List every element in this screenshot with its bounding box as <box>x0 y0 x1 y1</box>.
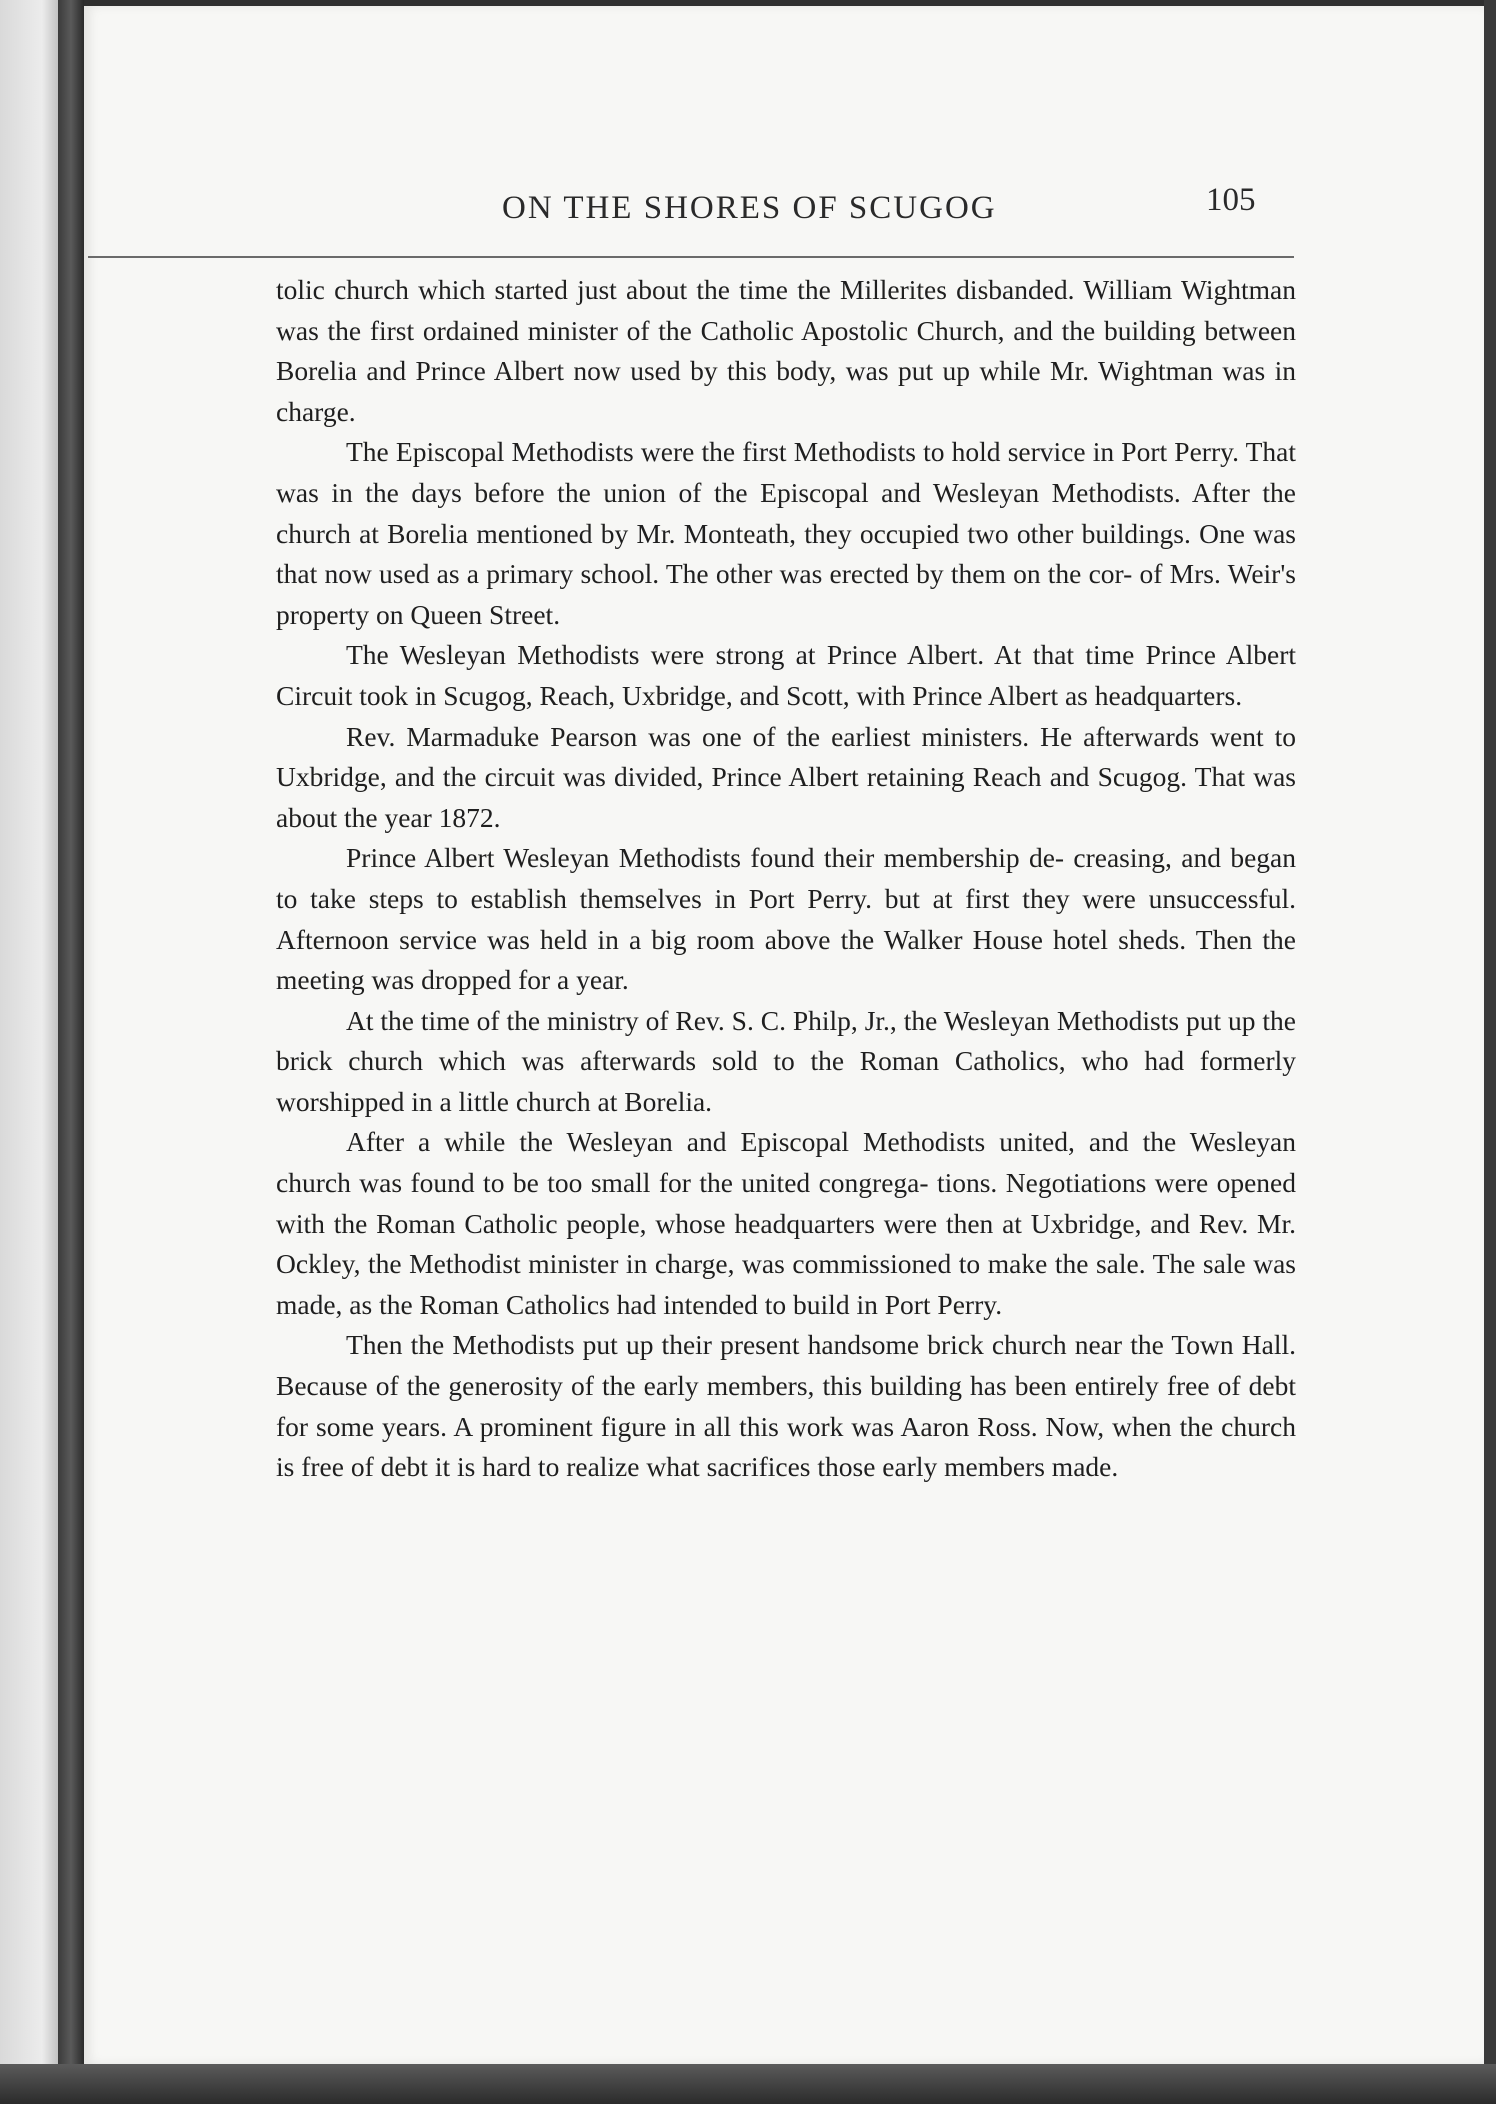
paragraph: tolic church which started just about the time the Millerites disbanded. William Wightman was the first ordained minister of the Catholic Apostolic Church, and the building between Borelia and Prince Albert now used by this body, was put up while Mr. Wightman was in charge. <box>276 274 1296 427</box>
paragraph: Then the Methodists put up their present handsome brick church near the Town Hall. Because of the generosity of the early members, this building has been entirely free of debt for some years. A prominent figure in all this work was Aaron Ross. Now, when the church is free of debt it is hard to realize what sacrifices those early members made. <box>276 1329 1296 1483</box>
paragraph: The Episcopal Methodists were the first Methodists to hold service in Port Perry. That was in the days before the union of the Episcopal and Wesleyan Methodists. After the church at Borelia mentioned by Mr. Monteath, they occupied two other buildings. One was that now used as a primary school. The other was erected by them on the cor- of Mrs. Weir's property on Queen Street. <box>276 436 1296 630</box>
page-number: 105 <box>1206 182 1256 218</box>
paragraph: After a while the Wesleyan and Episcopal Methodists united, and the Wesleyan church was found to be too small for the united congrega- tions. Negotiations were opened with the Roman Catholic people, whose headquarters were then at Uxbridge, and Rev. Mr. Ockley, the Methodist minister in charge, was commissioned to make the sale. The sale was made, as the Roman Catholics had intended to build in Port Perry. <box>276 1126 1296 1320</box>
paragraph: Prince Albert Wesleyan Methodists found their membership de- creasing, and began to take steps to establish themselves in Port Perry. but at first they were unsuccessful. Afternoon service was held in a big room above the Walker House hotel sheds. Then the meeting was dropped for a year. <box>276 842 1296 996</box>
paragraph: At the time of the ministry of Rev. S. C. Philp, Jr., the Wesleyan Methodists put up the brick church which was afterwards sold to the Roman Catholics, who had formerly worshipped in a little church at Borelia. <box>276 1004 1296 1117</box>
paragraph: The Wesleyan Methodists were strong at Prince Albert. At that time Prince Albert Circuit took in Scugog, Reach, Uxbridge, and Scott, with Prince Albert as headquarters. <box>276 639 1296 711</box>
facing-page-edge <box>0 0 60 2080</box>
header-rule <box>88 256 1294 258</box>
page-bottom-edge <box>0 2064 1496 2104</box>
body-text <box>276 270 1296 1488</box>
running-head: ON THE SHORES OF SCUGOG <box>502 190 997 226</box>
book-gutter <box>58 0 84 2080</box>
paragraph: Rev. Marmaduke Pearson was one of the earliest ministers. He afterwards went to Uxbridge, and the circuit was divided, Prince Albert retaining Reach and Scugog. That was about the year 1872. <box>276 720 1296 833</box>
page-header <box>176 182 1296 242</box>
page-right-edge <box>1484 0 1496 2104</box>
